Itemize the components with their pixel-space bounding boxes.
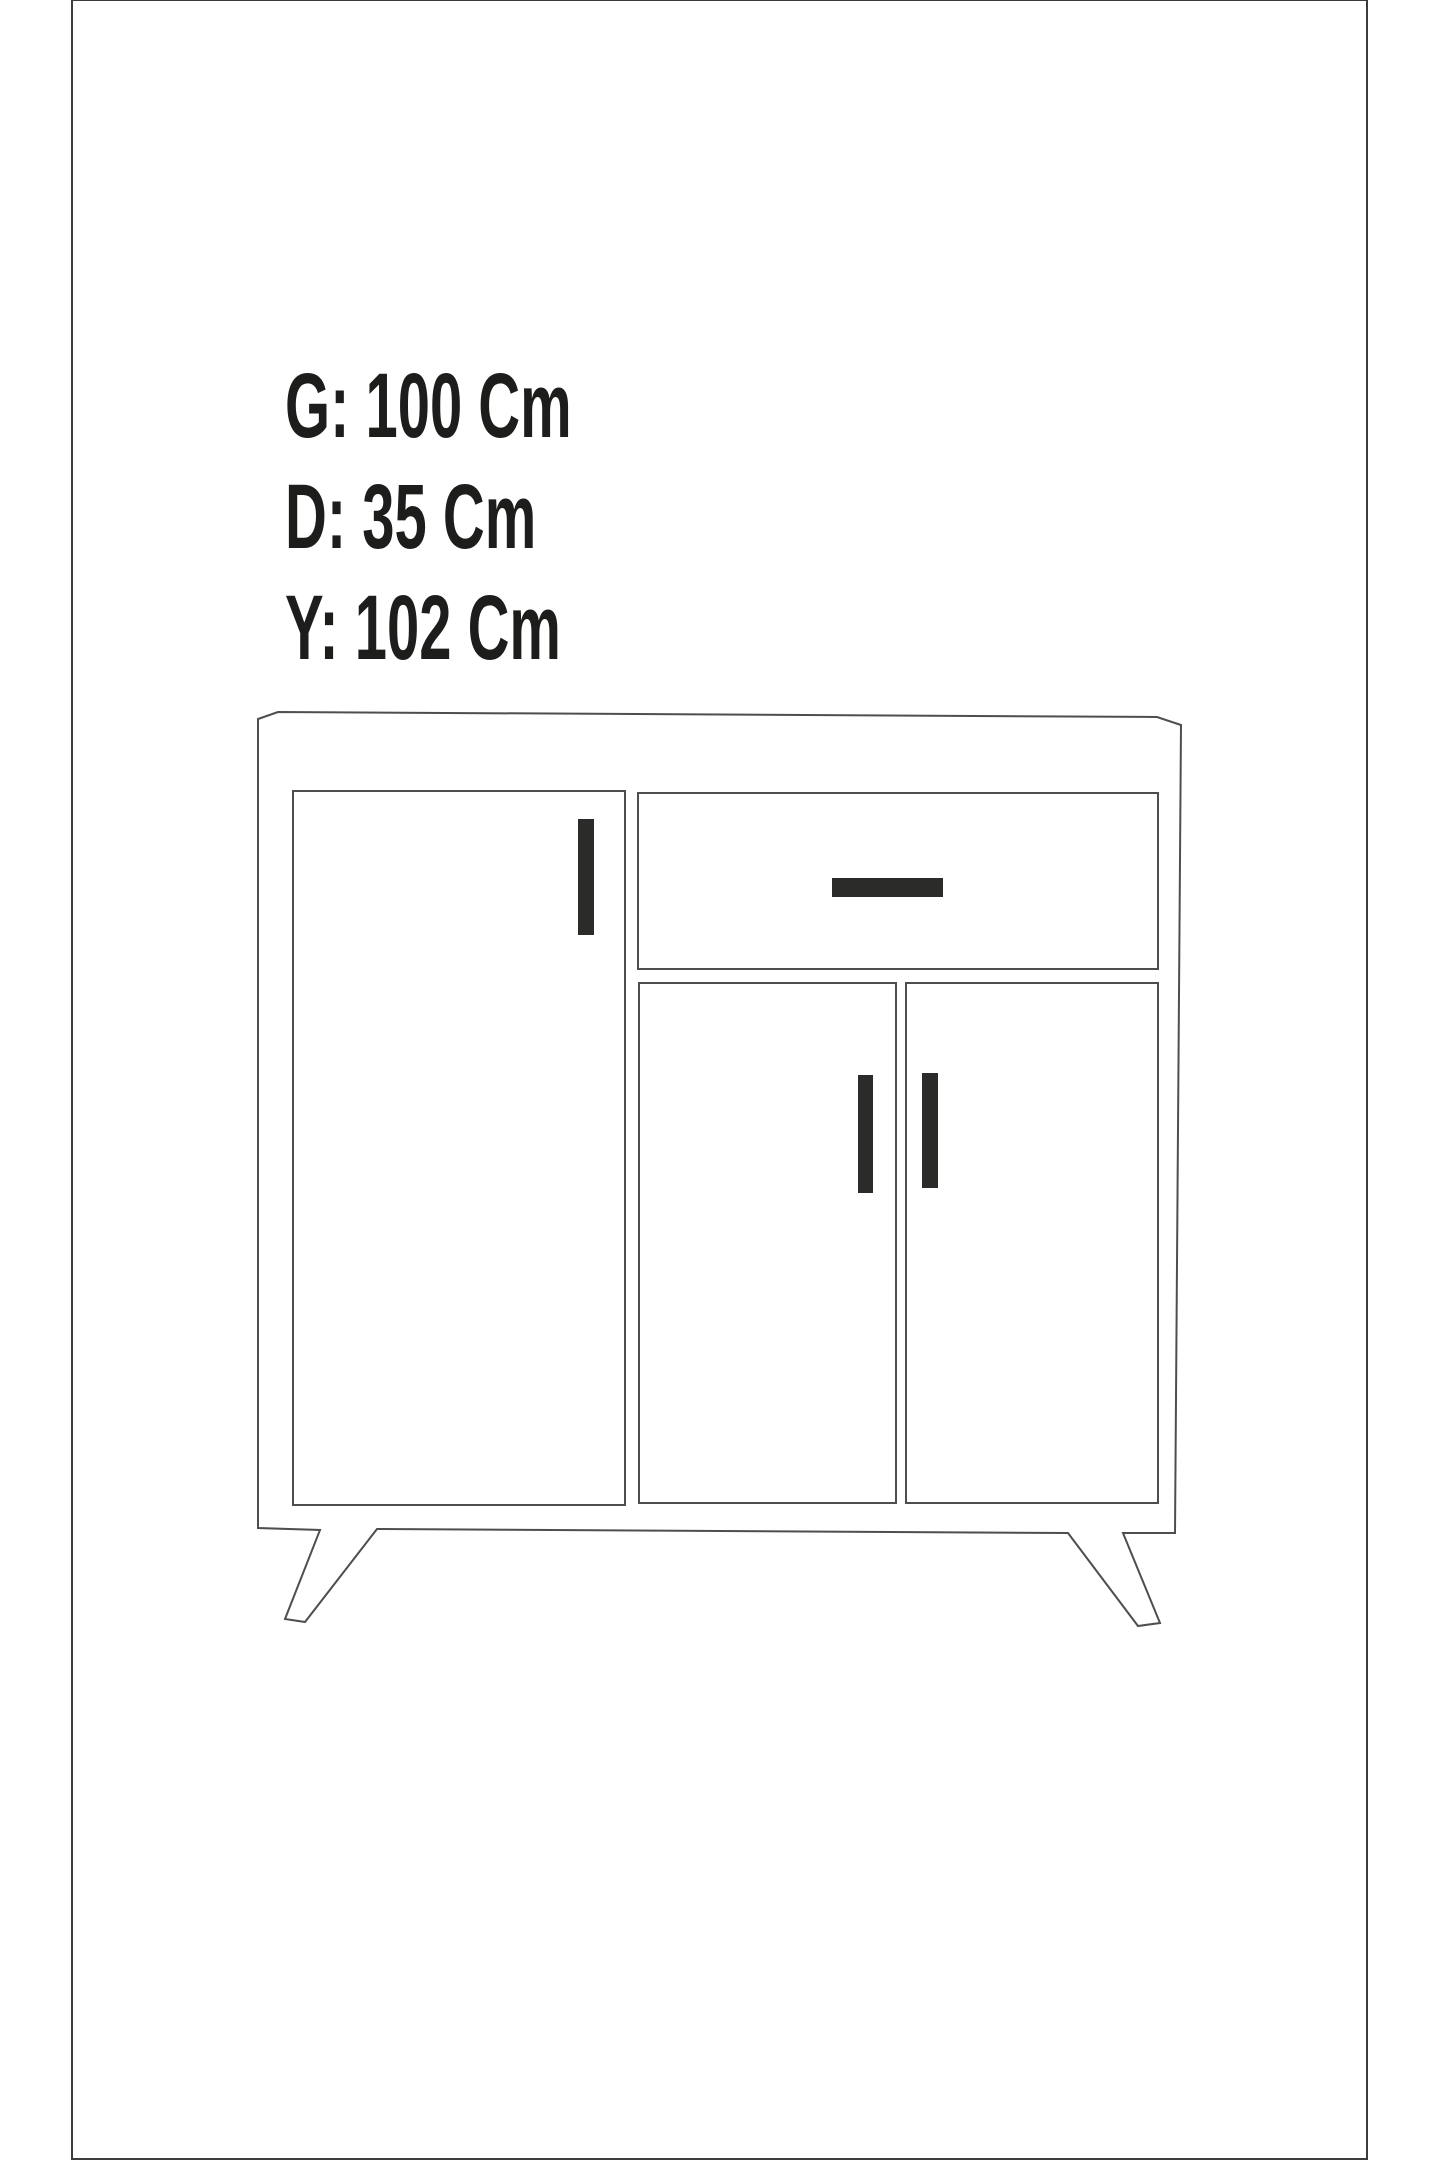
- drawer-handle: [832, 878, 943, 897]
- dimension-line-depth: D: 35 Cm: [285, 466, 537, 568]
- cabinet-body-outline: [258, 712, 1181, 1626]
- dimension-line-width: G: 100 Cm: [285, 355, 572, 457]
- bottom-middle-door-handle: [858, 1075, 873, 1193]
- dimension-line-height: Y: 102 Cm: [285, 577, 561, 679]
- bottom-right-door-handle: [922, 1073, 938, 1188]
- left-door-handle: [578, 819, 594, 935]
